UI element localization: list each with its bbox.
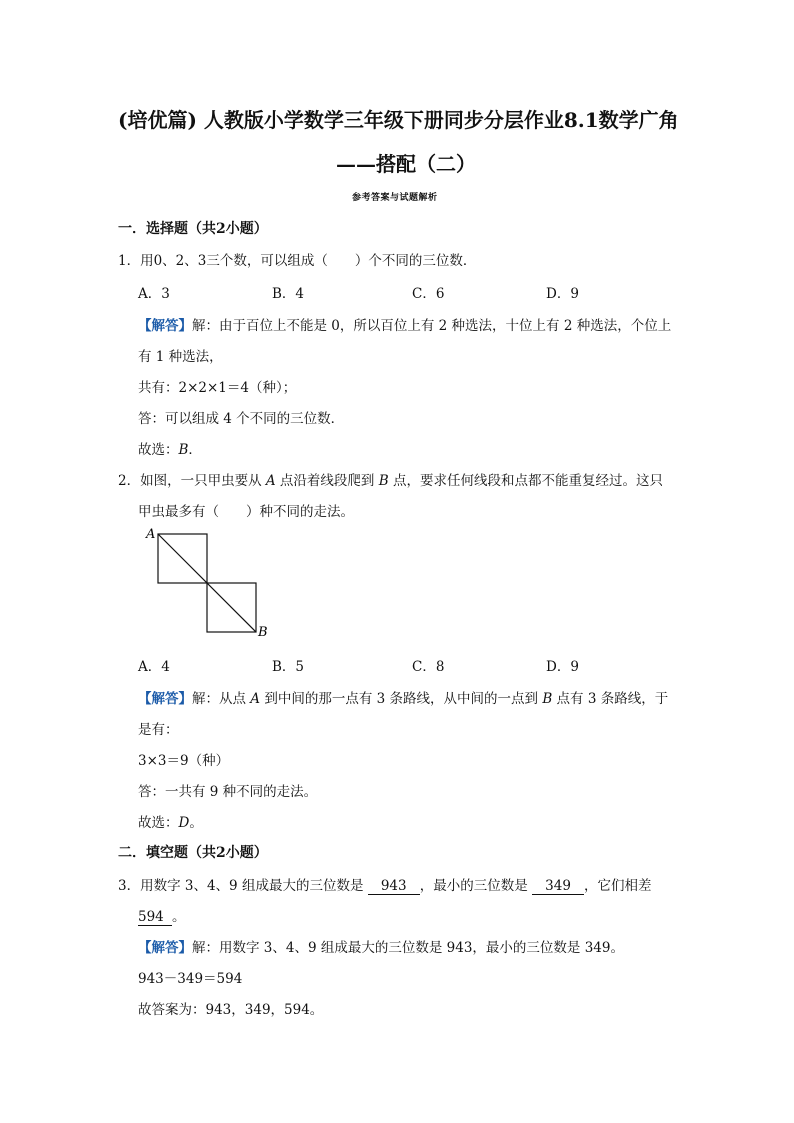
q3-solution-line1 bbox=[138, 936, 624, 956]
doc-title-line2: ——搭配（二） bbox=[336, 152, 476, 176]
q3-blank-max: 943 bbox=[368, 878, 420, 895]
q2-solution-line1 bbox=[138, 687, 668, 707]
figure-label-a: A bbox=[146, 527, 156, 542]
q3-solution-text: 解：用数字 3、4、9 组成最大的三位数是 943，最小的三位数是 349。 bbox=[192, 940, 624, 956]
q2-option-d: D．9 bbox=[546, 659, 579, 675]
q1-solution-line1 bbox=[138, 314, 671, 334]
q1-option-c: C．6 bbox=[412, 286, 445, 302]
q2-solution-point-a: A bbox=[250, 691, 261, 707]
q2-text-line2: 甲虫最多有（ ）种不同的走法。 bbox=[138, 504, 354, 520]
q3-text-part: 3．用数字 3、4、9 组成最大的三位数是 bbox=[118, 878, 368, 894]
q1-calc: 共有：2×2×1＝4（种）； bbox=[138, 380, 297, 396]
q3-text-line2 bbox=[138, 905, 186, 926]
q2-solution-point-b: B bbox=[542, 691, 553, 707]
figure-label-b: B bbox=[258, 625, 268, 640]
q1-choice-value: B bbox=[178, 442, 189, 458]
q3-text-line1 bbox=[118, 874, 652, 895]
q2-choice bbox=[138, 811, 203, 831]
q3-conclusion: 故答案为：943，349，594。 bbox=[138, 1002, 324, 1018]
q3-blank-min: 349 bbox=[532, 878, 584, 895]
q2-choice-prefix: 故选： bbox=[138, 815, 179, 831]
q2-calc: 3×3＝9（种） bbox=[138, 753, 230, 769]
q2-text-part: 2．如图，一只甲虫要从 bbox=[118, 473, 266, 489]
q2-conclusion: 答：一共有 9 种不同的走法。 bbox=[138, 784, 318, 800]
q2-point-b: B bbox=[378, 473, 389, 489]
q2-solution-part: 到中间的那一点有 3 条路线，从中间的一点到 bbox=[260, 691, 543, 707]
q1-choice-suffix: ． bbox=[188, 442, 202, 458]
q2-solution-part: 解：从点 bbox=[192, 691, 251, 707]
q3-text-part: ，最小的三位数是 bbox=[419, 878, 533, 894]
q2-choice-value: D bbox=[178, 815, 190, 831]
q2-option-b: B．5 bbox=[272, 659, 305, 675]
q1-choice bbox=[138, 438, 202, 458]
q1-option-a: A．3 bbox=[138, 286, 170, 302]
q2-solution-line2: 是有： bbox=[138, 722, 179, 738]
q2-option-c: C．8 bbox=[412, 659, 445, 675]
q1-conclusion: 答：可以组成 4 个不同的三位数． bbox=[138, 411, 345, 427]
q3-blank-diff: 594 bbox=[138, 909, 172, 926]
q1-choice-prefix: 故选： bbox=[138, 442, 179, 458]
q3-calc: 943－349＝594 bbox=[138, 971, 243, 987]
q1-solution-text: 解：由于百位上不能是 0，所以百位上有 2 种选法，十位上有 2 种选法，个位上 bbox=[192, 318, 672, 334]
q1-answer-tag: 【解答】 bbox=[138, 318, 192, 334]
q1-text: 1．用0、2、3三个数，可以组成（ ）个不同的三位数． bbox=[118, 253, 477, 269]
q2-option-a: A．4 bbox=[138, 659, 170, 675]
q2-point-a: A bbox=[265, 473, 276, 489]
section-heading-choice: 一．选择题（共2小题） bbox=[118, 221, 268, 237]
q3-text-part: ，它们相差 bbox=[584, 878, 652, 894]
q3-answer-tag: 【解答】 bbox=[138, 940, 192, 956]
q1-option-d: D．9 bbox=[546, 286, 579, 302]
q1-solution-line2: 有 1 种选法， bbox=[138, 349, 223, 365]
q2-figure bbox=[140, 522, 280, 642]
q2-text-part: 点，要求任何线段和点都不能重复经过。这只 bbox=[388, 473, 663, 489]
q2-text-part: 点沿着线段爬到 bbox=[275, 473, 379, 489]
q2-choice-suffix: 。 bbox=[189, 815, 203, 831]
q1-option-b: B．4 bbox=[272, 286, 305, 302]
q2-solution-part: 点有 3 条路线，于 bbox=[552, 691, 669, 707]
doc-title-line1: (培优篇) 人教版小学数学三年级下册同步分层作业8.1数学广角 bbox=[118, 108, 679, 132]
section-heading-fill: 二．填空题（共2小题） bbox=[118, 845, 268, 861]
doc-subtitle: 参考答案与试题解析 bbox=[352, 193, 438, 203]
q3-text-part: 。 bbox=[172, 909, 186, 925]
q2-answer-tag: 【解答】 bbox=[138, 691, 192, 707]
q2-text-line1 bbox=[118, 469, 663, 489]
